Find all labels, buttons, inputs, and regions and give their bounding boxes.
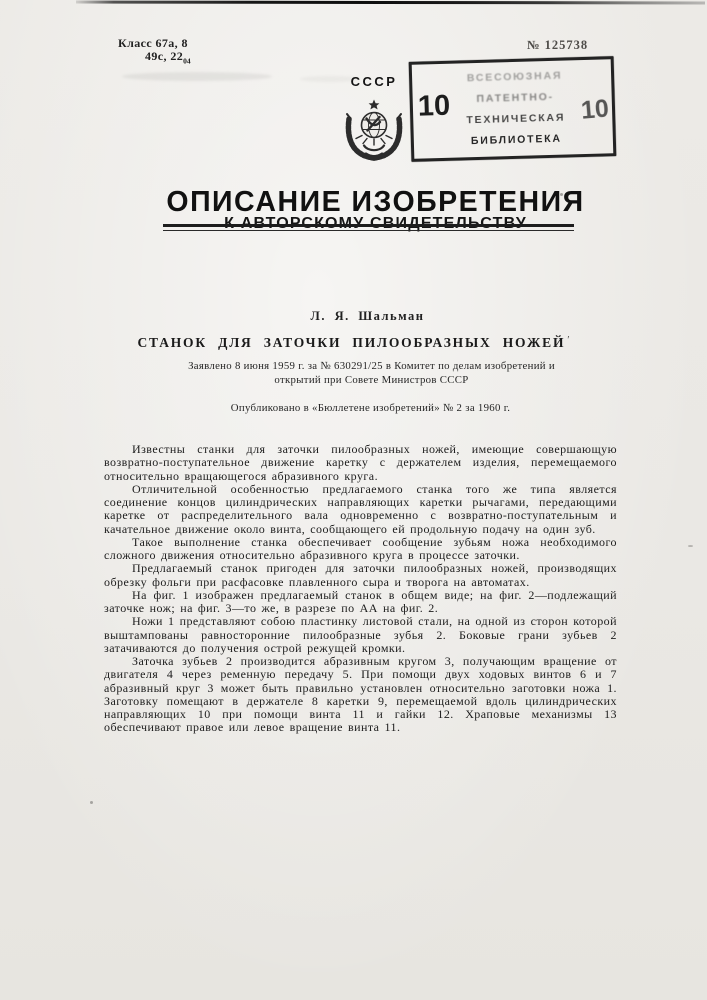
paragraph-5: На фиг. 1 изображен предлагаемый станок в общем виде; на фиг. 2—подлежащий заточке нож; на фиг. 3—то же, в разрезе по АА на фиг. 2. bbox=[104, 587, 617, 615]
scan-speck bbox=[90, 801, 93, 804]
header-divider bbox=[163, 224, 574, 231]
filing-line-1: Заявлено 8 июня 1959 г. за № 630291/25 в Комитет по делам изобретений и bbox=[188, 360, 555, 372]
scan-artifact-line bbox=[76, 1, 705, 5]
scan-speck bbox=[688, 545, 693, 547]
author-name: Л. Я. Шальман bbox=[310, 309, 425, 323]
stamp-line-2: ПАТЕНТНО- bbox=[476, 90, 555, 105]
stamp-line-1: ВСЕСОЮЗНАЯ bbox=[466, 69, 563, 85]
paragraph-2: Отличительной особенностью предлагаемого станка того же типа является соединение концов цилиндрических направляющих каретки рычагами, передающими каретке от распределительного вала одновременно с возвратно-поступательным и качательное движение около винта, сообщающего ей продольную подачу на один зуб. bbox=[104, 481, 617, 536]
document-title: ОПИСАНИЕ ИЗОБРЕТЕНИЯ bbox=[166, 186, 585, 219]
document-subtitle: К АВТОРСКОМУ СВИДЕТЕЛЬСТВУ bbox=[224, 215, 527, 233]
paragraph-7: Заточка зубьев 2 производится абразивным кругом 3, получающим вращение от двигателя 4 через ременную передачу 5. При помощи двух ходовых винтов 6 и 7 абразивный круг 3 может быть правильно установлен относительно заготовки ножа 1. Заготовку помещают в держателе 8 каретки 9, перемещаемой вдоль цилиндрических направляющих 10 при помощи винта 11 и гайки 12. Храповые механизмы 13 обеспечивают правое или левое вращение винта 11. bbox=[104, 654, 617, 735]
stamp-text bbox=[448, 65, 583, 153]
publication-info: Опубликовано в «Бюллетене изобретений» № 2 за 1960 г. bbox=[230, 402, 511, 414]
paragraph-3: Такое выполнение станка обеспечивает сообщение зубьям ножа необходимого сложного движения относительно абразивного круга в процессе заточки. bbox=[104, 534, 617, 562]
paragraph-6: Ножи 1 представляют собою пластинку листовой стали, на одной из сторон которой выштампованы равносторонние пилообразные зубья 2. Боковые грани зубьев 2 затачиваются до получения острой режущей кромки. bbox=[104, 614, 617, 655]
stamp-line-4: БИБЛИОТЕКА bbox=[470, 132, 562, 148]
classification-line-1: Класс 67а, 8 bbox=[118, 36, 188, 50]
description-text bbox=[104, 443, 617, 735]
paragraph-1: Известны станки для заточки пилообразных ножей, имеющие совершающую возвратно-поступательное движение каретку с держателем изделия, перемещаемого относительно вращающегося абразивного круга. bbox=[104, 442, 617, 483]
classification-subscript: 04 bbox=[183, 56, 191, 66]
stamp-number-left: 10 bbox=[417, 89, 451, 123]
country-label: СССР bbox=[350, 74, 398, 89]
filing-line-2: открытий при Совете Министров СССР bbox=[274, 373, 469, 386]
classification-line-2: 49с, $22_{04}$ bbox=[145, 49, 191, 66]
ussr-coat-of-arms-icon bbox=[340, 98, 408, 164]
classification-block bbox=[118, 37, 191, 67]
filing-info bbox=[188, 360, 555, 387]
scan-smudge bbox=[122, 72, 272, 81]
library-stamp bbox=[409, 56, 617, 162]
stamp-line-3: ТЕХНИЧЕСКАЯ bbox=[466, 111, 566, 127]
invention-title: СТАНОК ДЛЯ ЗАТОЧКИ ПИЛООБРАЗНЫХ НОЖЕЙ ′ bbox=[137, 334, 572, 350]
stamp-number-right: 10 bbox=[580, 94, 611, 125]
patent-number: № 125738 bbox=[527, 38, 589, 52]
paragraph-4: Предлагаемый станок пригоден для заточки пилообразных ножей, производящих обрезку фольги при расфасовке плавленного сыра и творога на автоматах. bbox=[104, 561, 617, 589]
pen-mark: ′ bbox=[567, 334, 572, 346]
